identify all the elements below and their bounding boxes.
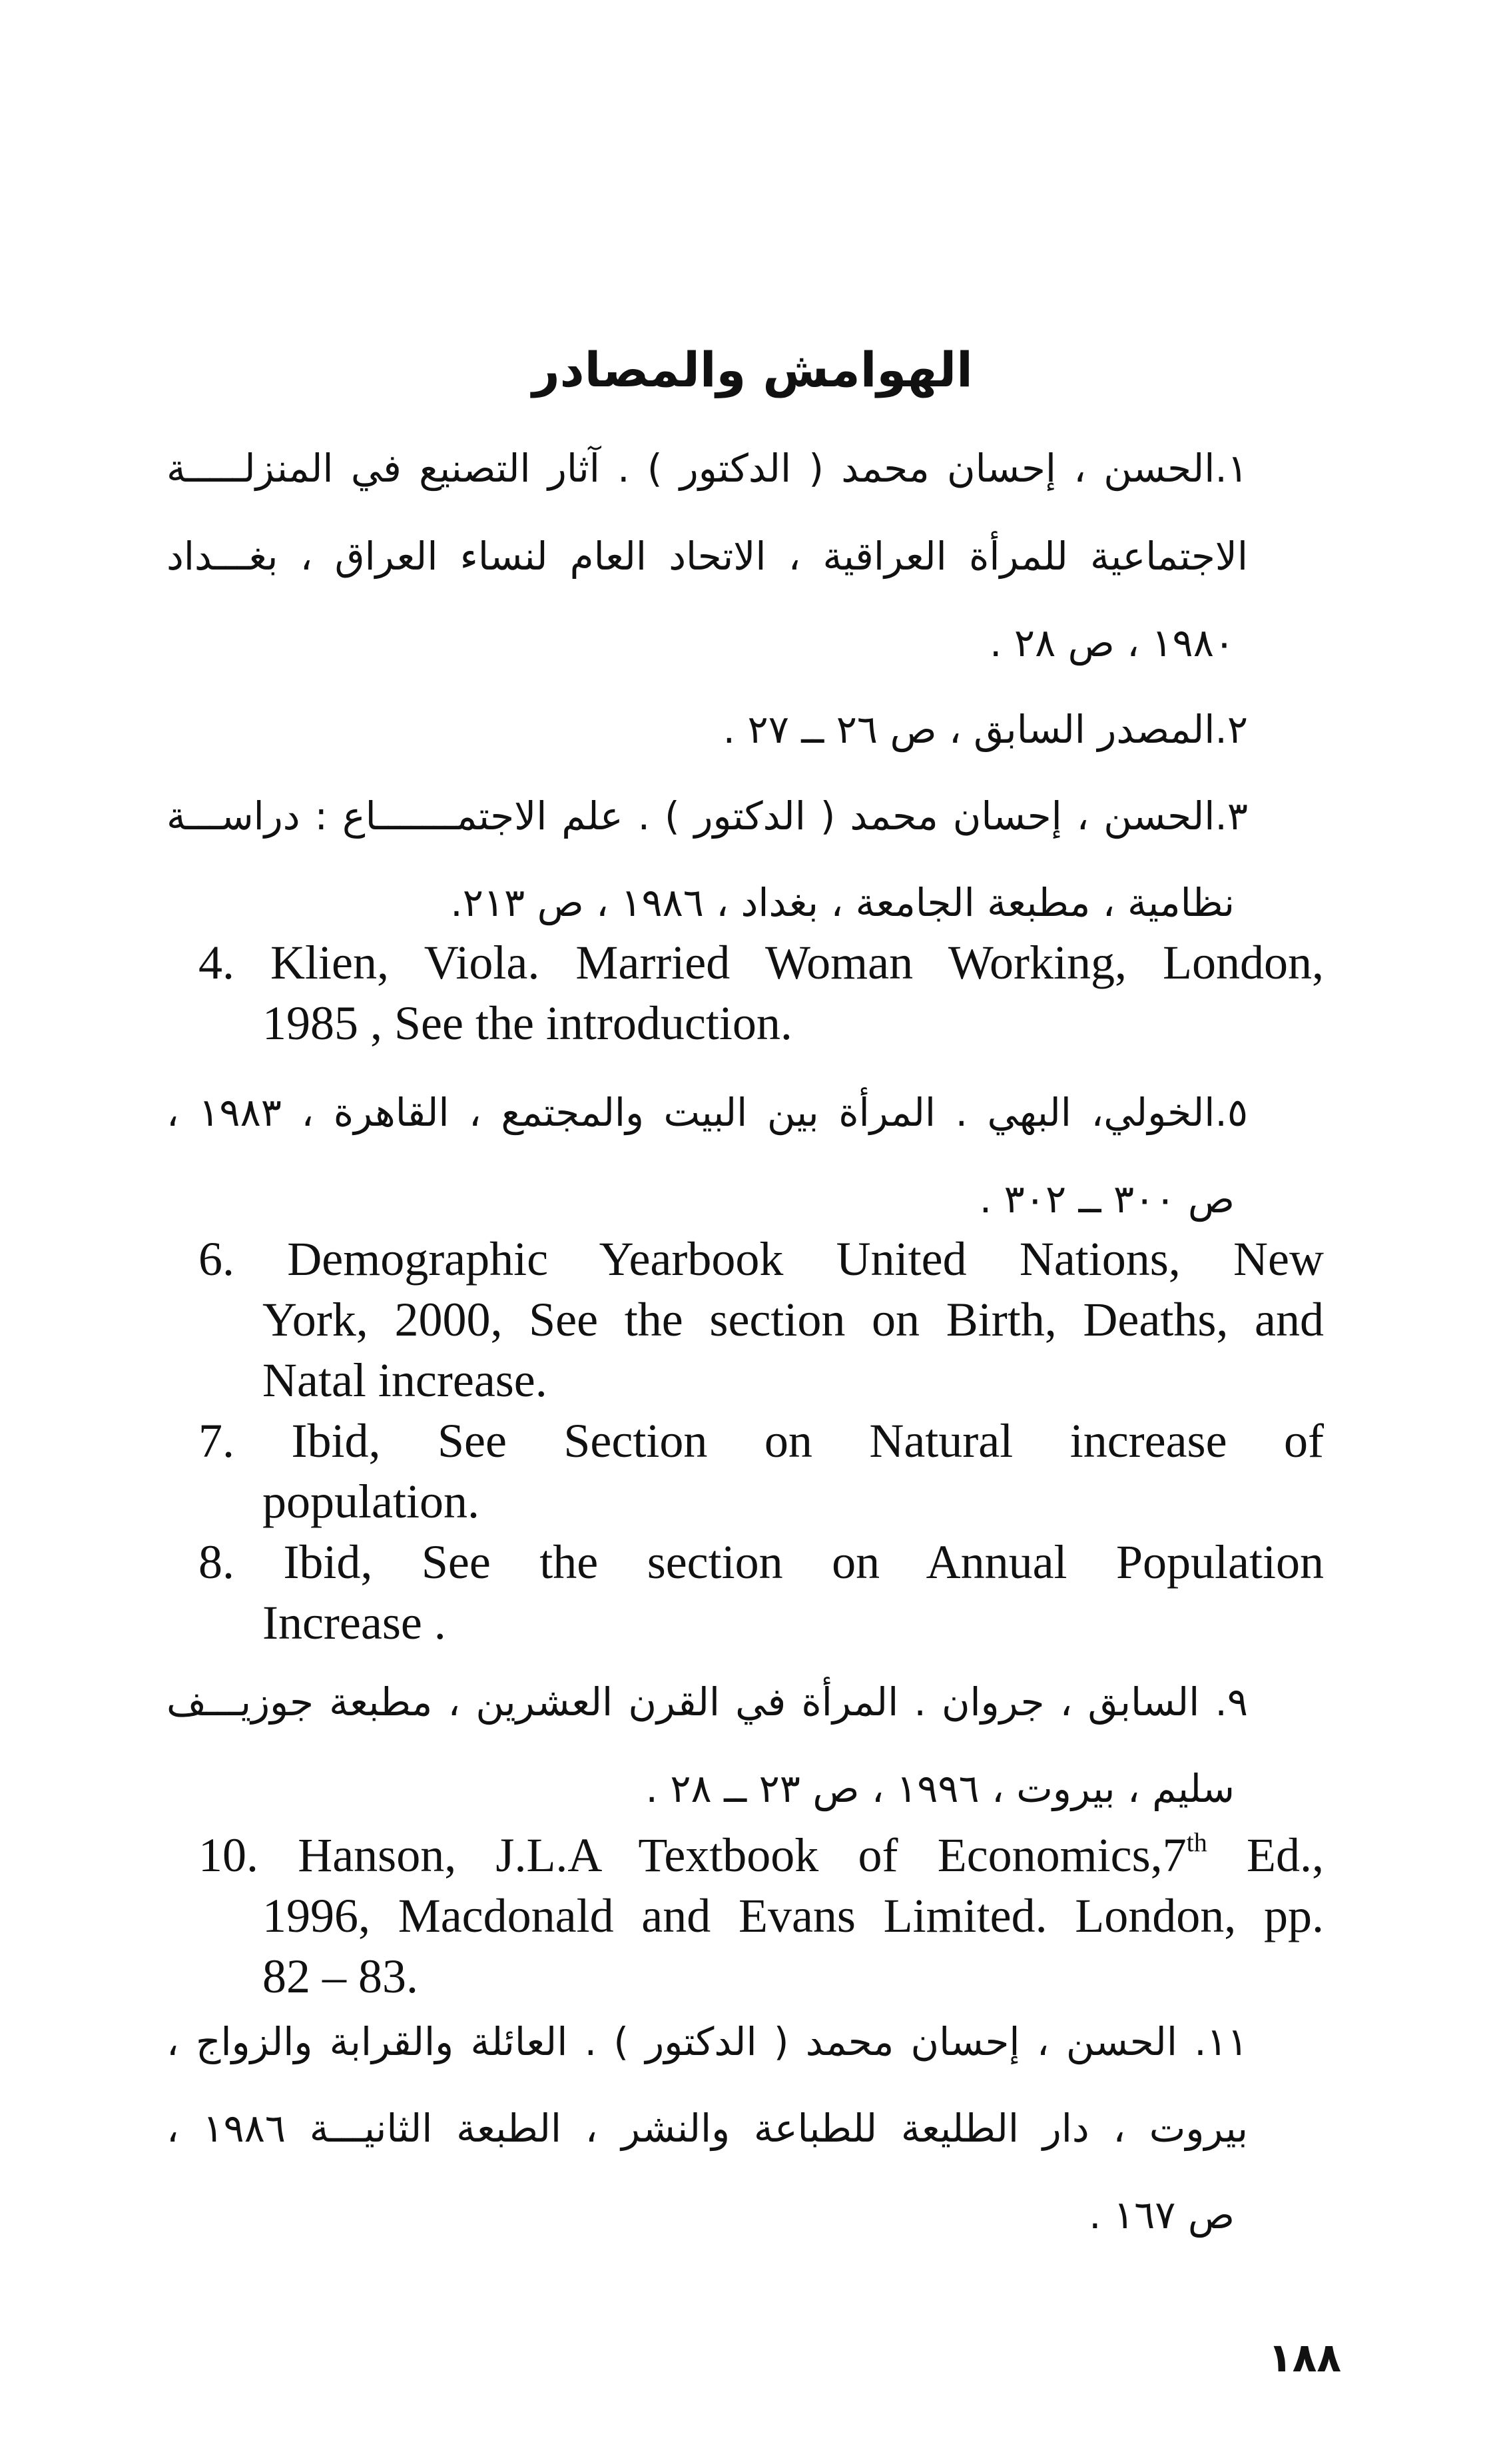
note-10-line-1-text: 10. Hanson, J.L.A Textbook of Economics,7	[198, 1829, 1187, 1882]
note-7-line-2: population.	[262, 1475, 479, 1528]
note-10-ordinal-suffix: th	[1186, 1827, 1207, 1857]
note-10	[198, 1825, 1324, 2007]
note-11-line-1: ١١. الحسن ، إحسان محمد ( الدكتور ) . العائلة والقرابة والزواج ،	[166, 2019, 1248, 2064]
note-8	[198, 1532, 1324, 1653]
note-11-line-3: ص ١٦٧ .	[1089, 2192, 1235, 2238]
note-5-line-1: ٥.الخولي، البهي . المرأة بين البيت والمجتمع ، القاهرة ، ١٩٨٣ ،	[166, 1090, 1248, 1135]
note-9-line-1: ٩. السابق ، جروان . المرأة في القرن العشرين ، مطبعة جوزيـــف	[166, 1679, 1248, 1725]
note-1-line-2: الاجتماعية للمرأة العراقية ، الاتحاد العام لنساء العراق ، بغـــداد	[166, 534, 1248, 579]
note-6-line-2: York, 2000, See the section on Birth, Deaths, and	[262, 1293, 1324, 1346]
note-4-line-1: 4. Klien, Viola. Married Woman Working, London,	[198, 936, 1324, 989]
note-8-line-2: Increase .	[262, 1596, 446, 1649]
note-5-line-2: ص ٣٠٠ ــ ٣٠٢ .	[979, 1176, 1235, 1222]
note-1-line-1: ١.الحسن ، إحسان محمد ( الدكتور ) . آثار التصنيع في المنزلـــــة	[166, 446, 1248, 491]
note-11-line-2: بيروت ، دار الطليعة للطباعة والنشر ، الطبعة الثانيـــة ١٩٨٦ ،	[166, 2106, 1248, 2151]
note-10-line-3: 82 – 83.	[262, 1950, 418, 2003]
note-10-line-2: 1996, Macdonald and Evans Limited. London, pp.	[262, 1889, 1324, 1942]
note-3-line-1: ٣.الحسن ، إحسان محمد ( الدكتور ) . علم الاجتمـــــــاع : دراســـة	[166, 793, 1248, 839]
note-10-line-1	[198, 1825, 1324, 1886]
note-4-line-2: 1985 , See the introduction.	[262, 997, 792, 1050]
note-7-line-1: 7. Ibid, See Section on Natural increase of	[198, 1414, 1324, 1467]
note-2-line-1: ٢.المصدر السابق ، ص ٢٦ ــ ٢٧ .	[723, 707, 1248, 752]
note-3-line-2: نظامية ، مطبعة الجامعة ، بغداد ، ١٩٨٦ ، ص ٢١٣.	[450, 880, 1235, 925]
page-title: الهوامش والمصادر	[532, 342, 973, 398]
note-7	[198, 1411, 1324, 1532]
note-8-line-1: 8. Ibid, See the section on Annual Population	[198, 1535, 1324, 1589]
note-6-line-3: Natal increase.	[262, 1354, 547, 1407]
note-10-line-1-end: Ed.,	[1207, 1829, 1324, 1882]
note-9-line-2: سليم ، بيروت ، ١٩٩٦ ، ص ٢٣ ــ ٢٨ .	[645, 1766, 1235, 1811]
page-number: ١٨٨	[1268, 2335, 1341, 2381]
note-1-line-3: ١٩٨٠ ، ص ٢٨ .	[990, 620, 1235, 665]
note-6	[198, 1229, 1324, 1411]
note-6-line-1: 6. Demographic Yearbook United Nations, New	[198, 1232, 1324, 1286]
note-4	[198, 933, 1324, 1054]
